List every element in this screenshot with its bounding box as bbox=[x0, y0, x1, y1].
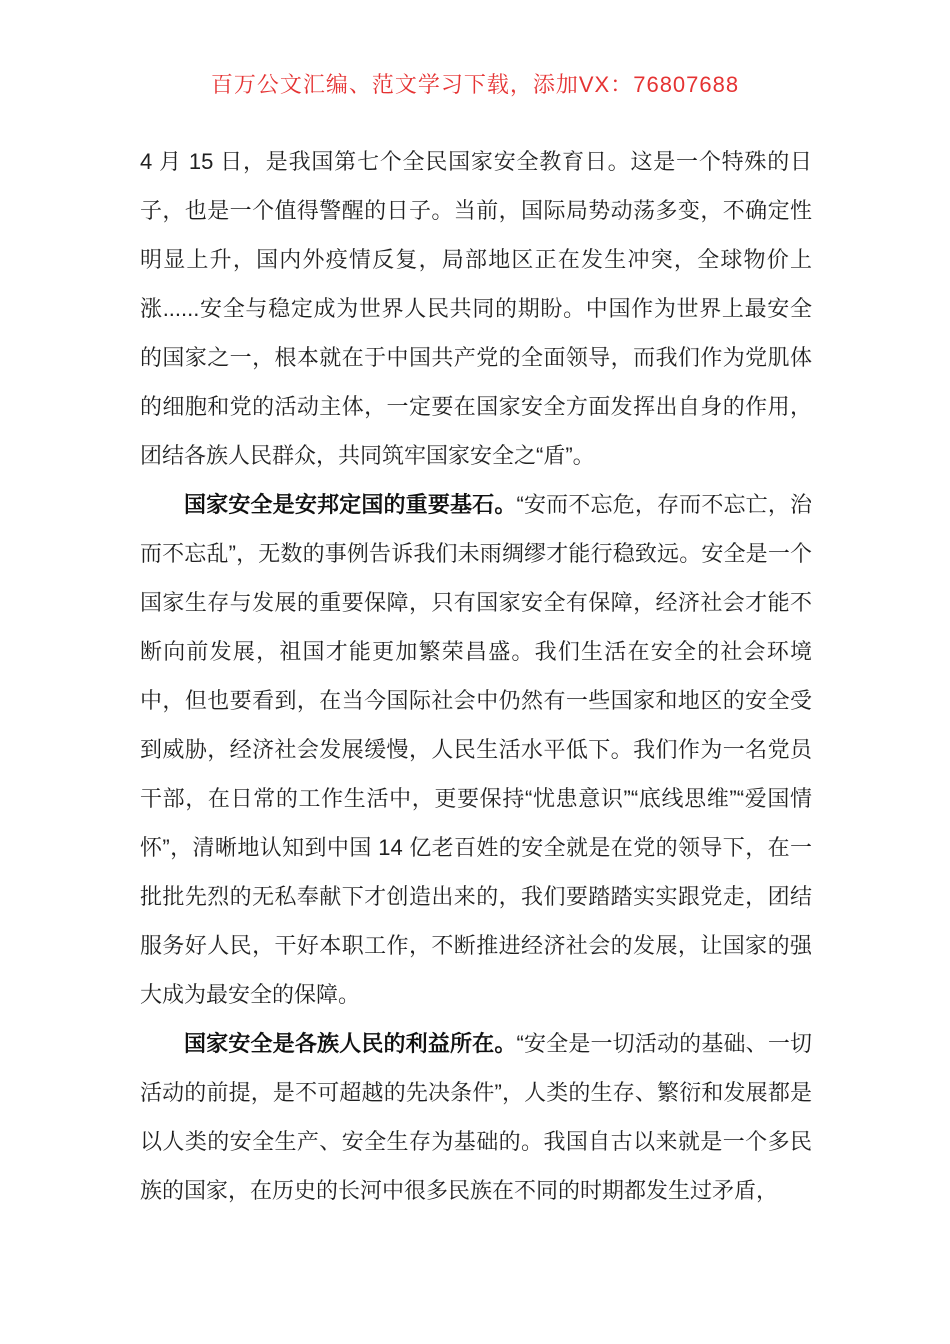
paragraph-2-text: “安而不忘危，存而不忘亡，治而不忘乱”，无数的事例告诉我们未雨绸缪才能行稳致远。安全是一个国家生存与发展的重要保障，只有国家安全有保障，经济社会才能不断向前发展，祖国才能更加繁荣昌盛。我们生活在安全的社会环境中，但也要看到，在当今国际社会中仍然有一些国家和地区的安全受到威胁，经济社会发展缓慢，人民生活水平低下。我们作为一名党员干部，在日常的工作生活中，更要保持“忧患意识”“底线思维”“爱国情怀”，清晰地认知到中国 14 亿老百姓的安全就是在党的领导下，在一批批先烈的无私奉献下才创造出来的，我们要踏踏实实跟党走，团结服务好人民，干好本职工作，不断推进经济社会的发展，让国家的强大成为最安全的保障。 bbox=[140, 492, 812, 1007]
paragraph-3-lead: 国家安全是各族人民的利益所在。 bbox=[184, 1031, 517, 1056]
paragraph-2 bbox=[140, 480, 812, 1019]
watermark-header bbox=[0, 0, 950, 99]
paragraph-3-text: “安全是一切活动的基础、一切活动的前提，是不可超越的先决条件”，人类的生存、繁衍和发展都是以人类的安全生产、安全生存为基础的。我国自古以来就是一个多民族的国家，在历史的长河中很多民族在不同的时期都发生过矛盾， bbox=[140, 1031, 812, 1203]
paragraph-2-lead: 国家安全是安邦定国的重要基石。 bbox=[184, 492, 517, 517]
paragraph-1-text: 4 月 15 日，是我国第七个全民国家安全教育日。这是一个特殊的日子，也是一个值得警醒的日子。当前，国际局势动荡多变，不确定性明显上升，国内外疫情反复，局部地区正在发生冲突，全球物价上涨......安全与稳定成为世界人民共同的期盼。中国作为世界上最安全的国家之一，根本就在于中国共产党的全面领导，而我们作为党肌体的细胞和党的活动主体，一定要在国家安全方面发挥出自身的作用，团结各族人民群众，共同筑牢国家安全之“盾”。 bbox=[140, 149, 812, 468]
paragraph-1 bbox=[140, 137, 812, 480]
watermark-text: 百万公文汇编、范文学习下载，添加VX：76807688 bbox=[210, 72, 740, 97]
paragraph-3 bbox=[140, 1019, 812, 1215]
document-body bbox=[140, 137, 812, 1215]
